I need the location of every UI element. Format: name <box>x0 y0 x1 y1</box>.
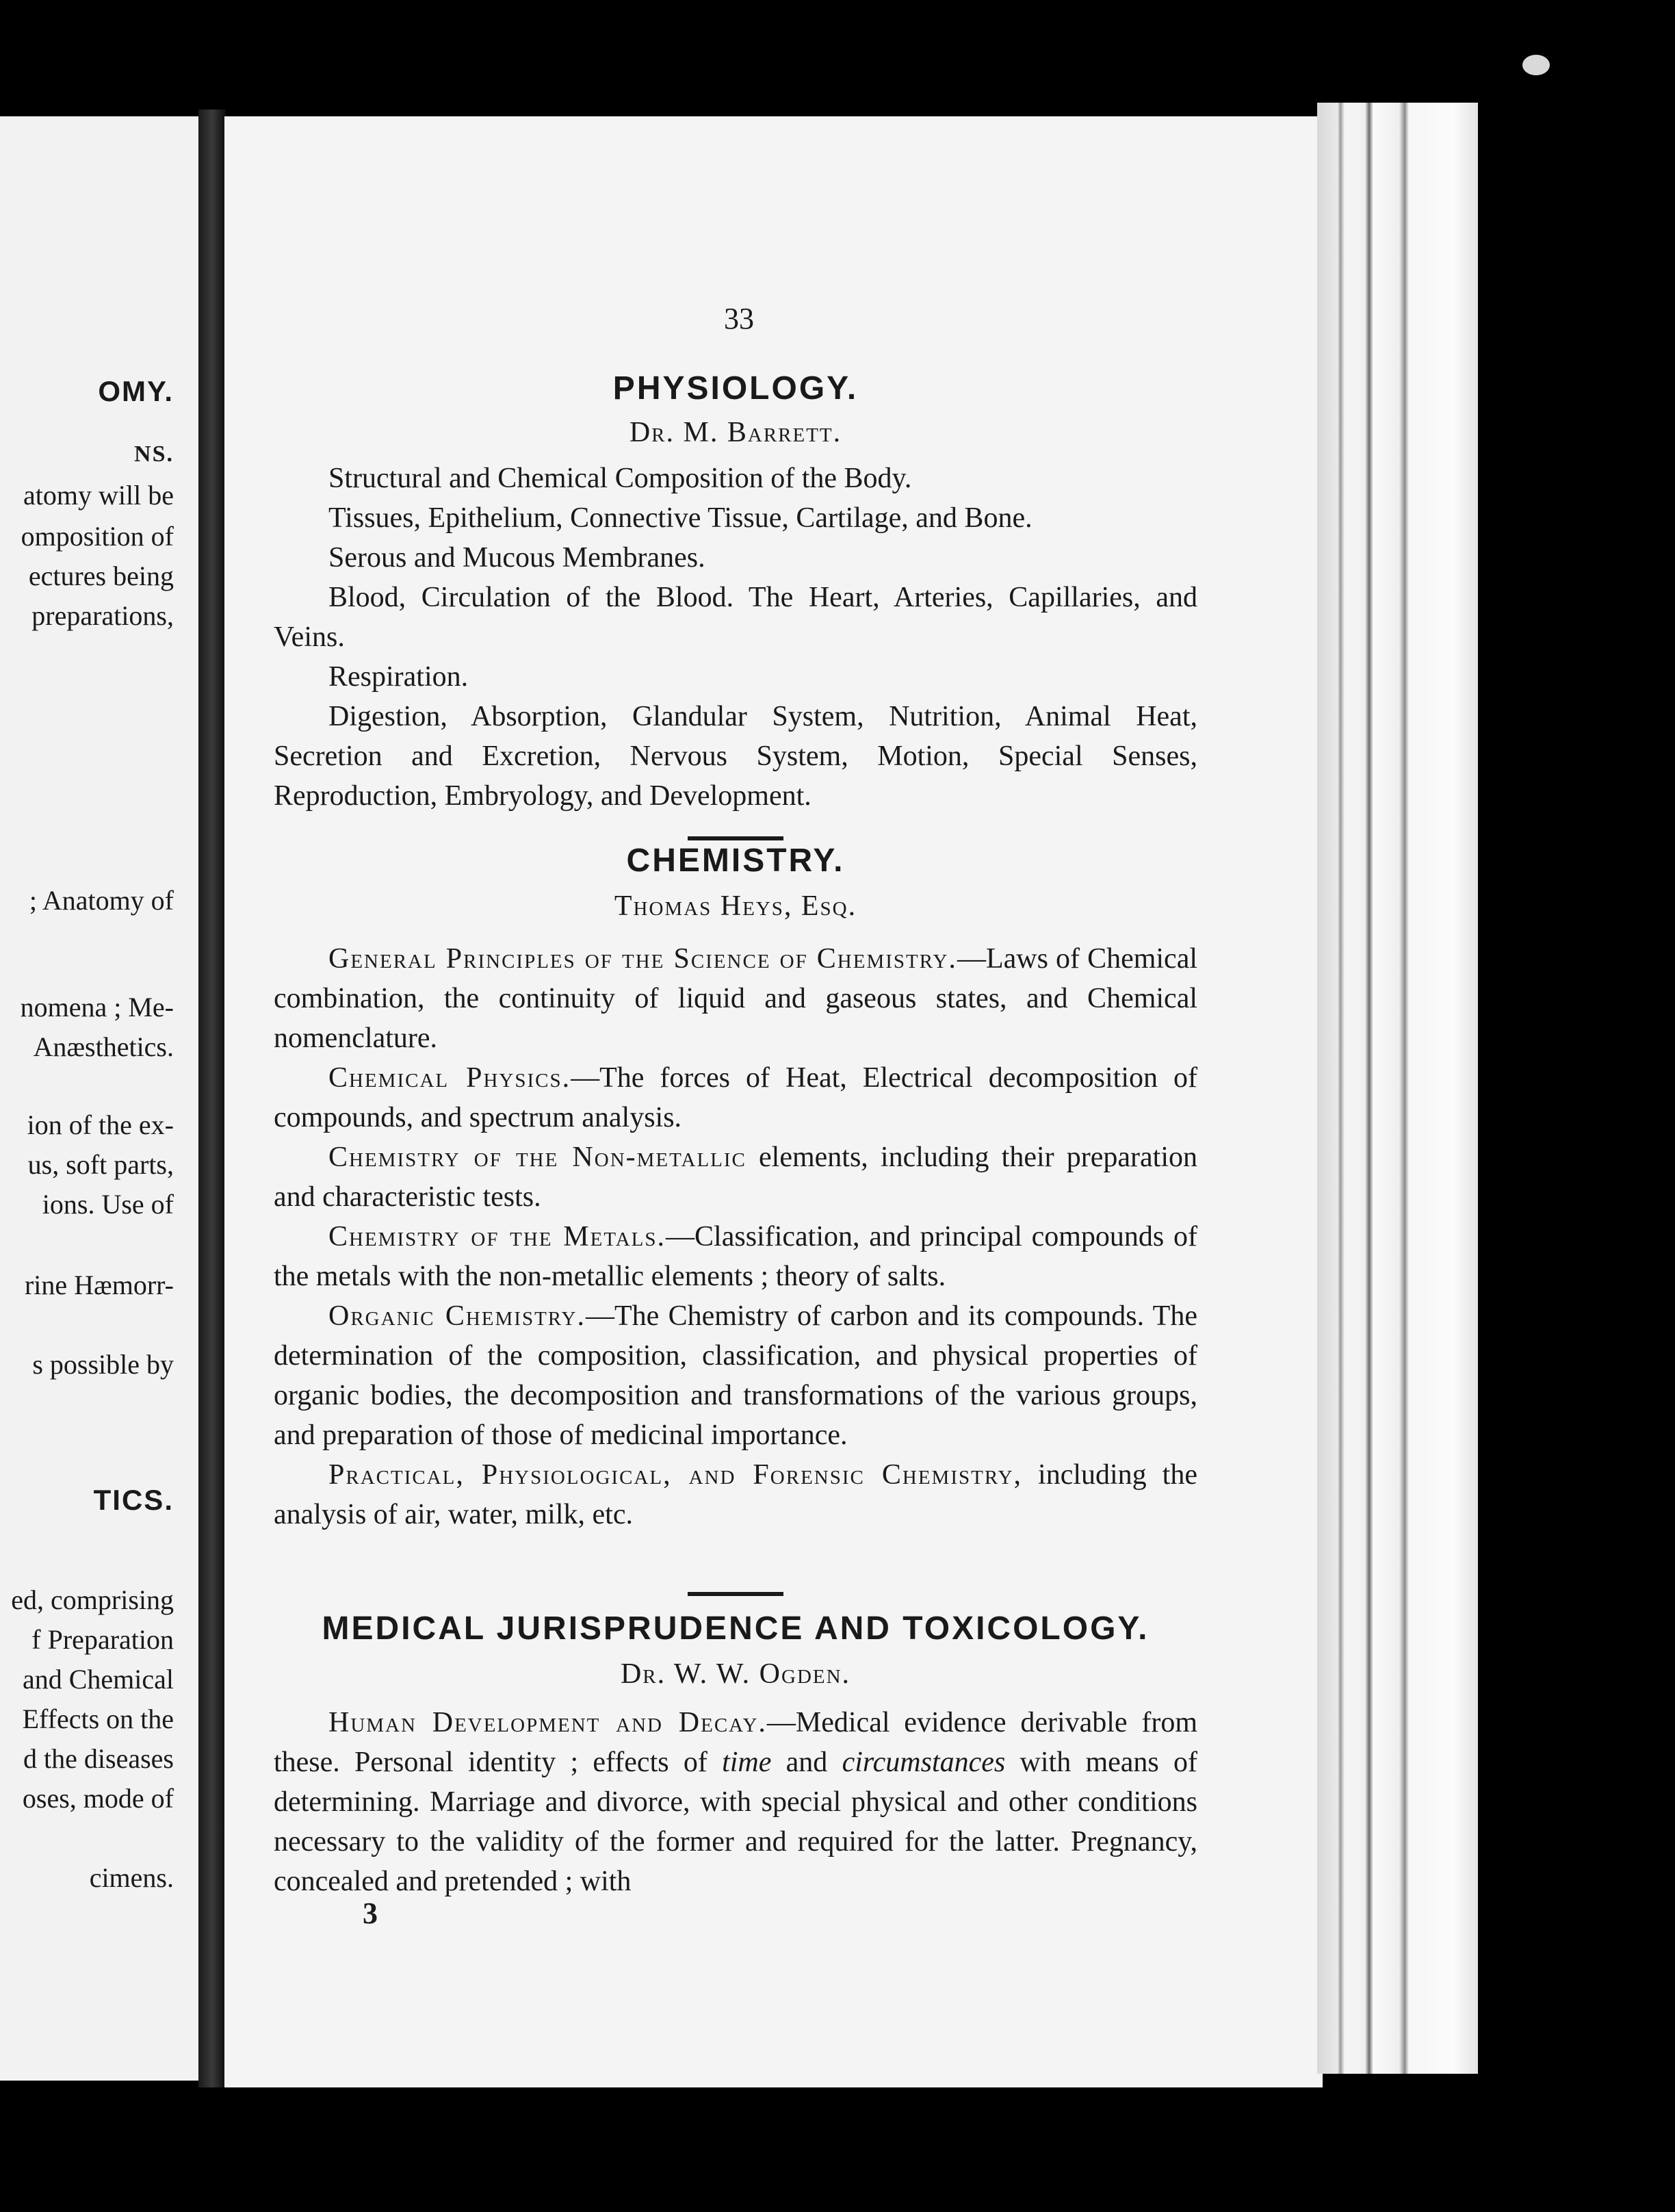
left-line: Anæsthetics. <box>33 1031 174 1062</box>
paragraph: Blood, Circulation of the Blood. The Heart, Arteries, Capillaries, and Veins. <box>274 582 1197 653</box>
paragraph-text: and <box>771 1747 842 1778</box>
section-author-chemistry: Thomas Heys, Esq. <box>614 890 857 922</box>
physiology-body <box>274 459 1197 816</box>
section-heading-physiology: PHYSIOLOGY. <box>612 370 859 407</box>
left-line: NS. <box>134 441 174 467</box>
left-line: s possible by <box>32 1349 174 1380</box>
paragraph: Respiration. <box>328 661 469 693</box>
paragraph-lead: Human Development and Decay. <box>328 1707 767 1738</box>
paragraph: Tissues, Epithelium, Connective Tissue, Cartilage, and Bone. <box>328 502 1033 534</box>
left-line: nomena ; Me- <box>20 992 174 1023</box>
film-speck <box>1522 55 1550 75</box>
italic-term: circumstances <box>842 1747 1006 1778</box>
left-facing-page <box>0 116 198 2081</box>
left-line: and Chemical <box>22 1664 174 1695</box>
paragraph-text: —The Chemistry of carbon and its compounds. The determination of the composition, classification, and physical properties of organic bodies, the decomposition and transformations of the various groups, and preparation of those of medicinal importance. <box>274 1300 1197 1451</box>
signature-mark: 3 <box>363 1896 378 1930</box>
paragraph-text: elements, including their preparation and characteristic tests. <box>274 1142 1197 1213</box>
left-line: ed, comprising <box>11 1584 174 1615</box>
left-line: rine Hæmorr- <box>24 1270 174 1300</box>
left-line: d the diseases <box>23 1743 174 1774</box>
paragraph <box>274 1296 1197 1455</box>
left-line: TICS. <box>93 1484 174 1516</box>
page-edges <box>1317 103 1478 2074</box>
paragraph-text: including the analysis of air, water, milk, etc. <box>274 1459 1197 1530</box>
paragraph <box>274 1217 1197 1296</box>
chemistry-body <box>274 939 1197 1534</box>
paragraph: Serous and Mucous Membranes. <box>328 542 705 574</box>
page-number: 33 <box>724 302 754 335</box>
paragraph <box>274 1703 1197 1901</box>
left-line: ions. Use of <box>42 1189 174 1220</box>
left-line: ion of the ex- <box>27 1109 174 1140</box>
left-line: oses, mode of <box>22 1783 174 1814</box>
paragraph <box>274 1455 1197 1534</box>
paragraph-text: —Classification, and principal compounds of the metals with the non-metallic elements ; theory of salts. <box>274 1221 1197 1292</box>
italic-term: time <box>722 1747 772 1778</box>
section-rule <box>688 1592 783 1596</box>
paragraph-text: —Medical evidence derivable from these. Personal identity ; effects of <box>274 1707 1198 1778</box>
left-line: ectures being <box>28 561 174 591</box>
left-line: Effects on the <box>22 1703 174 1734</box>
paragraph-text: —The forces of Heat, Electrical decomposition of compounds, and spectrum analysis. <box>274 1062 1197 1133</box>
section-author-jurisprudence: Dr. W. W. Ogden. <box>620 1658 851 1690</box>
paragraph-lead: Practical, Physiological, and Forensic Chemistry, <box>328 1459 1023 1491</box>
paragraph-lead: General Principles of the Science of Chemistry. <box>328 943 957 975</box>
section-heading-jurisprudence: MEDICAL JURISPRUDENCE AND TOXICOLOGY. <box>322 1610 1150 1647</box>
paragraph-text: —Laws of Chemical combination, the continuity of liquid and gaseous states, and Chemical nomenclature. <box>274 943 1198 1054</box>
paragraph: Structural and Chemical Composition of the Body. <box>328 463 912 494</box>
left-line: OMY. <box>98 375 174 407</box>
paragraph <box>274 1137 1197 1217</box>
section-rule <box>688 836 783 840</box>
section-heading-chemistry: CHEMISTRY. <box>626 843 845 879</box>
left-line: omposition of <box>21 521 174 552</box>
left-line: atomy will be <box>23 480 174 511</box>
paragraph <box>274 1058 1197 1137</box>
paragraph-lead: Chemical Physics. <box>328 1062 571 1094</box>
book-gutter <box>198 110 226 2087</box>
paragraph-lead: Organic Chemistry. <box>328 1300 586 1332</box>
left-line: ; Anatomy of <box>29 885 174 916</box>
paragraph-lead: Chemistry of the Metals. <box>328 1221 666 1252</box>
left-line: cimens. <box>89 1862 174 1893</box>
paragraph <box>274 939 1197 1058</box>
left-line: us, soft parts, <box>27 1149 174 1180</box>
paragraph-text: with means of determining. Marriage and divorce, with special physical and other conditions necessary to the validity of the former and required for the latter. Pregnancy, concealed and pretended ; with <box>274 1747 1197 1897</box>
left-line: preparations, <box>31 600 174 631</box>
left-line: f Preparation <box>31 1624 174 1655</box>
paragraph-lead: Chemistry of the Non-metallic <box>328 1142 746 1173</box>
paragraph: Digestion, Absorption, Glandular System, Nutrition, Animal Heat, Secretion and Excretion, Nervous System, Motion, Special Senses, Reproduction, Embryology, and Development. <box>274 701 1197 812</box>
jurisprudence-body <box>274 1703 1197 1901</box>
section-author-physiology: Dr. M. Barrett. <box>629 417 842 448</box>
